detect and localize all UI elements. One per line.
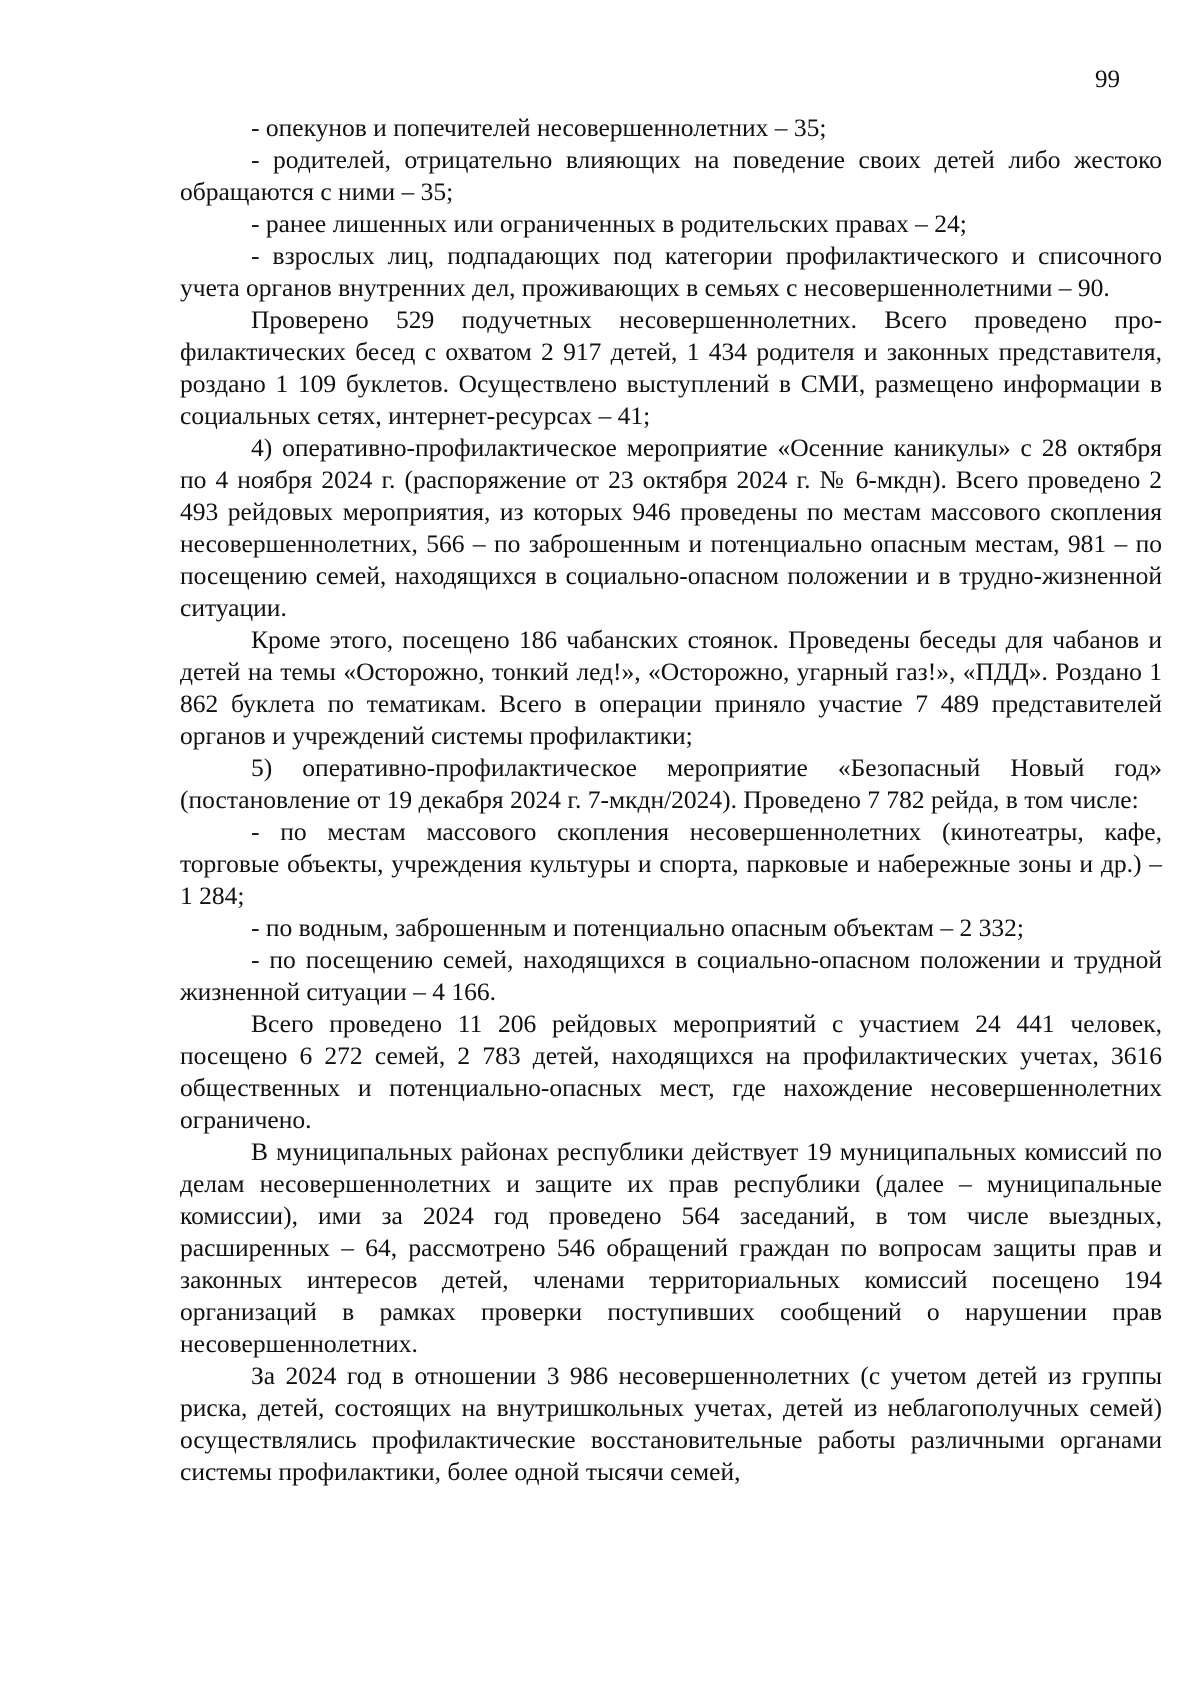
- paragraph: Всего проведено 11 206 рейдовых мероприятий с участием 24 441 человек, посещено 6 272 семей, 2 783 детей, находящихся на профилактических учетах, 3616 общественных и потенциально-опасных мест, где нахождение несовершеннолетних ограничено.: [180, 1009, 1162, 1134]
- paragraph: В муниципальных районах республики действует 19 муниципальных комиссий по делам несовершеннолетних и защите их прав республики (далее – муниципальные комиссии), ими за 2024 год проведено 564 заседаний, в том числе выездных, расширенных – 64, рассмотрено 546 обращений граждан по вопросам защиты прав и законных интересов детей, членами территориальных комиссий посещено 194 организаций в рамках проверки поступивших сообщений о нарушении прав несовершеннолетних.: [180, 1137, 1162, 1358]
- paragraph: - взрослых лиц, подпадающих под категории профилактического и списочного учета органов внутренних дел, проживающих в семьях с несовершеннолетними – 90.: [180, 241, 1162, 302]
- document-body: [180, 112, 1162, 1488]
- paragraph: 4) оперативно-профилактическое мероприятие «Осенние каникулы» с 28 октября по 4 ноября 2024 г. (распоряжение от 23 октября 2024 г. № 6-мкдн). Всего проведено 2 493 рейдовых мероприятия, из которых 946 проведены по местам массового скопления несовершеннолетних, 566 – по заброшенным и потенциально опасным местам, 981 – по посещению семей, находящихся в социально-опасном положении и в трудно-жизненной ситуации.: [180, 433, 1162, 622]
- paragraph: - родителей, отрицательно влияющих на поведение своих детей либо жестоко обращаются с ними – 35;: [180, 145, 1162, 206]
- paragraph: За 2024 год в отношении 3 986 несовершеннолетних (с учетом детей из группы риска, детей, состоящих на внутришкольных учетах, детей из неблагополучных семей) осуществлялись профилактические восстановительные работы различными органами системы профилактики, более одной тысячи семей,: [180, 1361, 1162, 1486]
- paragraph: - опекунов и попечителей несовершеннолетних – 35;: [251, 113, 827, 142]
- paragraph: - по водным, заброшенным и потенциально опасным объектам – 2 332;: [251, 913, 1024, 942]
- paragraph: - по посещению семей, находящихся в социально-опасном положении и трудной жизненной ситуации – 4 166.: [180, 945, 1162, 1006]
- paragraph: 5) оперативно-профилактическое мероприятие «Безопасный Новый год» (постановление от 19 декабря 2024 г. 7-мкдн/2024). Проведено 7 782 рейда, в том числе:: [180, 753, 1162, 814]
- paragraph: - по местам массового скопления несовершеннолетних (кинотеатры, кафе, торговые объекты, учреждения культуры и спорта, парковые и набережные зоны и др.) – 1 284;: [180, 817, 1162, 910]
- paragraph: Проверено 529 подучетных несовершеннолетних. Всего проведено профилактических бесед с охватом 2 917 детей, 1 434 родителя и законных представителя, роздано 1 109 буклетов. Осуществлено выступлений в СМИ, размещено информации в социальных сетях, интернет-ресурсах – 41;: [180, 305, 1162, 430]
- page-number: 99: [1095, 66, 1120, 93]
- paragraph: Кроме этого, посещено 186 чабанских стоянок. Проведены беседы для чабанов и детей на темы «Осторожно, тонкий лед!», «Осторожно, угарный газ!», «ПДД». Роздано 1 862 буклета по тематикам. Всего в операции приняло участие 7 489 представителей органов и учреждений системы профилактики;: [180, 625, 1162, 750]
- paragraph: - ранее лишенных или ограниченных в родительских правах – 24;: [251, 209, 967, 238]
